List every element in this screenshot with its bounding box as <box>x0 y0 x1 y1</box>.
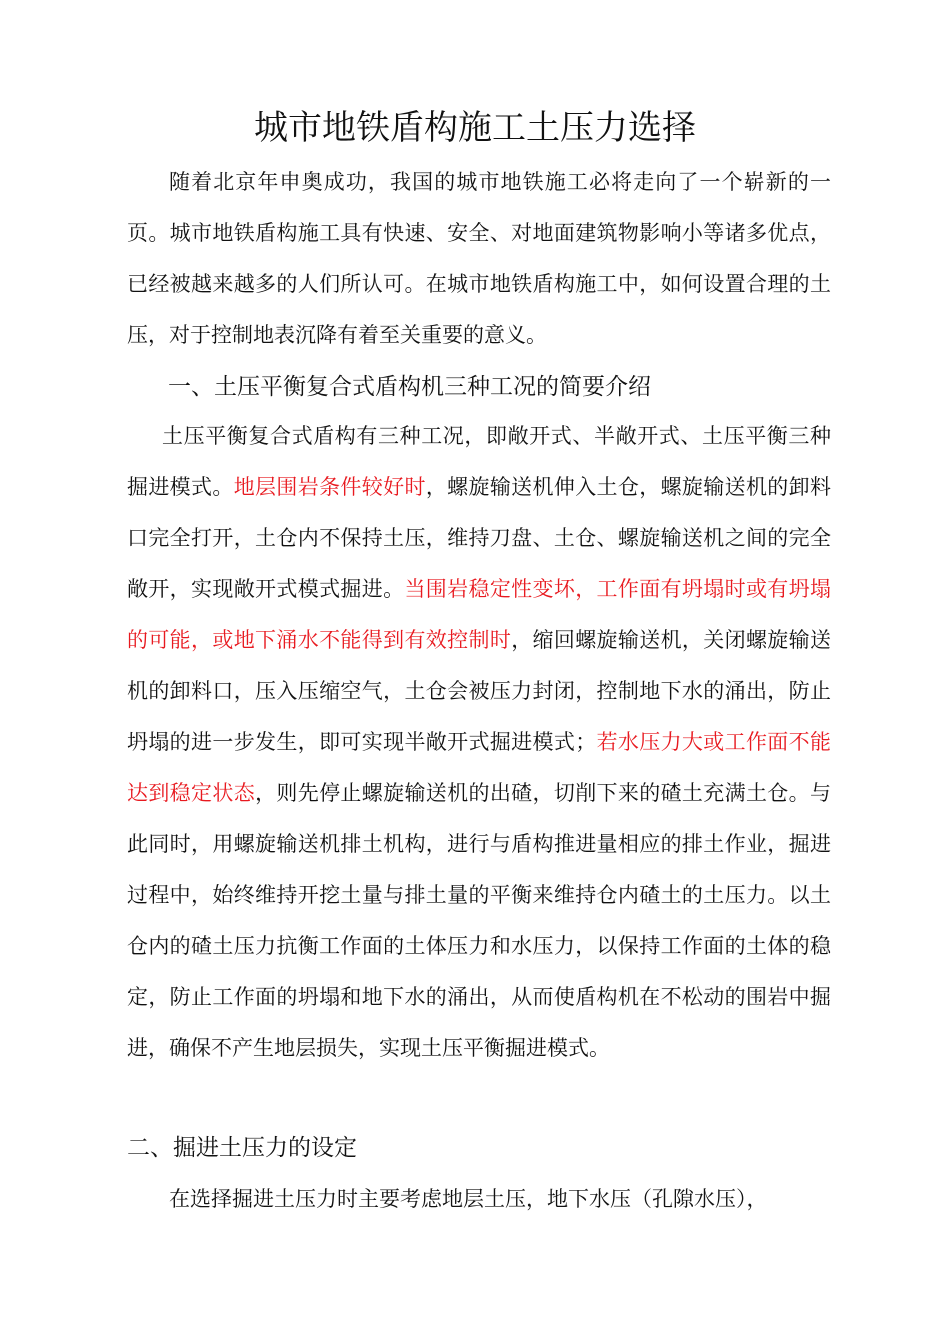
section1-text-d: ，则先停止螺旋输送机的出碴，切削下来的碴土充满土仓。与此同时，用螺旋输送机排土机构，进行与盾构推进量相应的排土作业，掘进过程中，始终维持开挖土量与排土量的平衡来维持仓内碴土的土压力。以土仓内的碴土压力抗衡工作面的土体压力和水压力，以保持工作面的土体的稳定，防止工作面的坍塌和地下水的涌出，从而使盾构机在不松动的围岩中掘进，确保不产生地层损失，实现土压平衡掘进模式。 <box>127 781 831 1060</box>
document-title: 城市地铁盾构施工土压力选择 <box>254 108 696 148</box>
section1-highlight-c: 若水压力大或工作面不能达到稳定状态 <box>127 730 831 805</box>
section2-paragraph: 在选择掘进土压力时主要考虑地层土压，地下水压（孔隙水压）， <box>169 1187 768 1211</box>
section1-text-a: 土压平衡复合式盾构有三种工况，即敞开式、半敞开式、土压平衡三种掘进模式。 <box>127 424 831 499</box>
section1-text-c: ，缩回螺旋输送机，关闭螺旋输送机的卸料口，压入压缩空气，土仓会被压力封闭，控制地下水的涌出，防止坍塌的进一步发生，即可实现半敞开式掘进模式； <box>127 628 831 754</box>
section1-heading: 一、土压平衡复合式盾构机三种工况的简要介绍 <box>168 374 651 400</box>
section1-highlight-b: 当围岩稳定性变坏，工作面有坍塌时或有坍塌的可能，或地下涌水不能得到有效控制时 <box>127 577 831 652</box>
intro-paragraph: 随着北京年申奥成功，我国的城市地铁施工必将走向了一个崭新的一页。城市地铁盾构施工具有快速、安全、对地面建筑物影响小等诸多优点，已经被越来越多的人们所认可。在城市地铁盾构施工中，如何设置合理的土压，对于控制地表沉降有着至关重要的意义。 <box>127 170 831 347</box>
section1-text-b: ，螺旋输送机伸入土仓，螺旋输送机的卸料口完全打开，土仓内不保持土压，维持刀盘、土仓、螺旋输送机之间的完全敞开，实现敞开式模式掘进。 <box>127 475 831 601</box>
section1-paragraph <box>127 411 831 1074</box>
section2-heading: 二、掘进土压力的设定 <box>127 1135 357 1161</box>
section1-highlight-a: 地层围岩条件较好时 <box>233 475 426 499</box>
